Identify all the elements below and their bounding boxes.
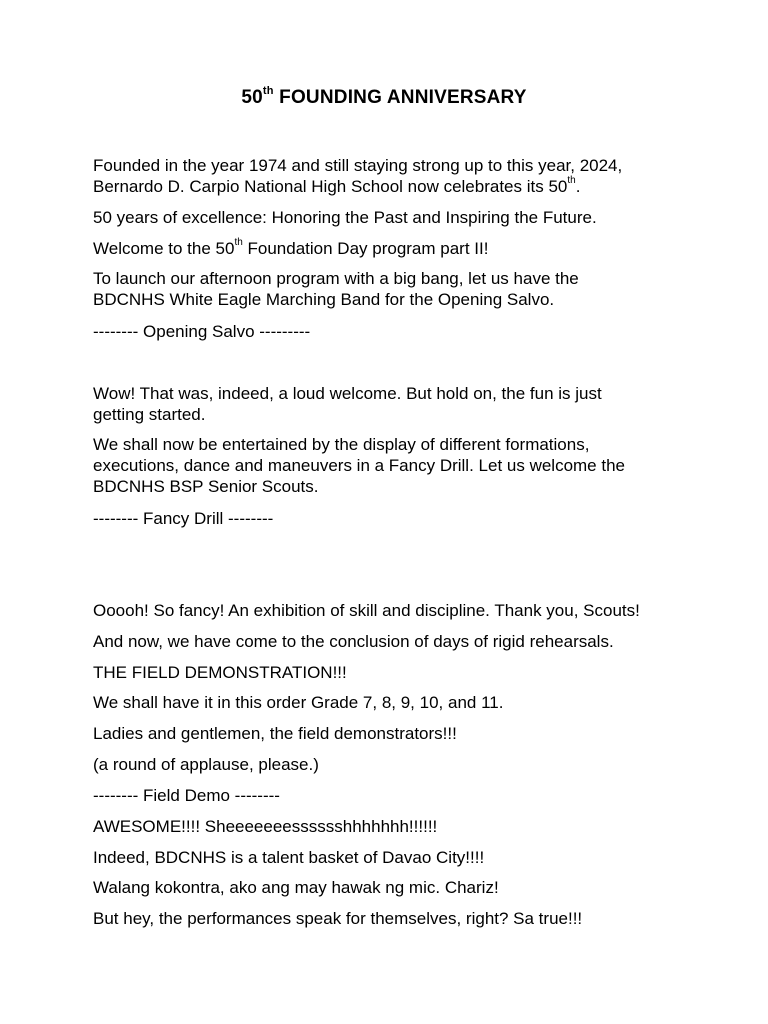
- paragraph-founded: [93, 155, 693, 197]
- segment-opening-salvo: -------- Opening Salvo ---------: [93, 322, 311, 341]
- paragraph-conclusion: And now, we have come to the conclusion of days of rigid rehearsals.: [93, 632, 614, 651]
- paragraph-walang: Walang kokontra, ako ang may hawak ng mic. Chariz!: [93, 878, 499, 897]
- paragraph-performances: But hey, the performances speak for themselves, right? Sa true!!!: [93, 909, 583, 928]
- paragraph-line: getting started.: [93, 405, 206, 424]
- paragraph-awesome: AWESOME!!!! Sheeeeeeesssssshhhhhhh!!!!!!: [93, 817, 438, 836]
- document-title: [0, 86, 768, 110]
- paragraph-ladies: Ladies and gentlemen, the field demonstrators!!!: [93, 724, 457, 743]
- paragraph-applause: (a round of applause, please.): [93, 755, 319, 774]
- paragraph-line: BDCNHS White Eagle Marching Band for the Opening Salvo.: [93, 290, 555, 309]
- paragraph-order: We shall have it in this order Grade 7, 8, 9, 10, and 11.: [93, 693, 504, 712]
- title-text: FOUNDING ANNIVERSARY: [273, 87, 527, 108]
- paragraph-line: Wow! That was, indeed, a loud welcome. But hold on, the fun is just: [93, 384, 602, 403]
- paragraph-excellence: 50 years of excellence: Honoring the Past and Inspiring the Future.: [93, 208, 597, 227]
- title-number: 50: [241, 87, 263, 108]
- superscript: th: [567, 175, 576, 187]
- paragraph-entertained: [93, 434, 693, 497]
- paragraph-field-demonstration: THE FIELD DEMONSTRATION!!!: [93, 663, 347, 682]
- paragraph-wow: [93, 383, 693, 425]
- segment-fancy-drill: -------- Fancy Drill --------: [93, 509, 274, 528]
- paragraph-welcome: [93, 238, 693, 259]
- paragraph-line: Founded in the year 1974 and still staying strong up to this year, 2024,: [93, 156, 623, 175]
- segment-field-demo: -------- Field Demo --------: [93, 786, 280, 805]
- paragraph-text: Bernardo D. Carpio National High School now celebrates its 50: [93, 177, 568, 196]
- paragraph-launch: [93, 268, 693, 310]
- paragraph-ooooh: Ooooh! So fancy! An exhibition of skill and discipline. Thank you, Scouts!: [93, 601, 640, 620]
- paragraph-line: To launch our afternoon program with a big bang, let us have the: [93, 269, 579, 288]
- superscript: th: [234, 237, 243, 249]
- paragraph-text: Foundation Day program part II!: [242, 239, 489, 258]
- title-superscript: th: [262, 84, 274, 97]
- paragraph-line: executions, dance and maneuvers in a Fancy Drill. Let us welcome the: [93, 456, 625, 475]
- paragraph-line: BDCNHS BSP Senior Scouts.: [93, 477, 319, 496]
- paragraph-line: [93, 176, 693, 197]
- paragraph-talent: Indeed, BDCNHS is a talent basket of Davao City!!!!: [93, 848, 485, 867]
- paragraph-text: .: [575, 177, 581, 196]
- paragraph-text: Welcome to the 50: [93, 239, 235, 258]
- paragraph-line: We shall now be entertained by the display of different formations,: [93, 435, 590, 454]
